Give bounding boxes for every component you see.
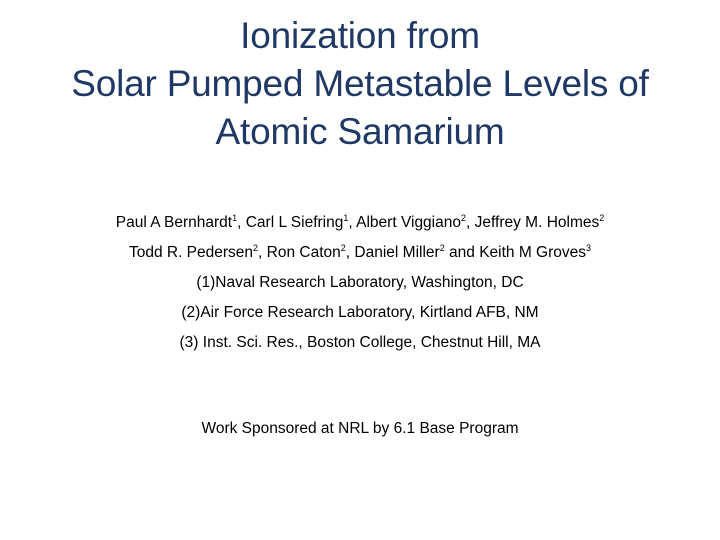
affiliation-3: (3) Inst. Sci. Res., Boston College, Chestnut Hill, MA: [179, 334, 541, 351]
title-line-3: Atomic Samarium: [215, 111, 505, 152]
author-name: Todd R. Pedersen: [128, 244, 254, 261]
author-separator: ,: [345, 244, 355, 261]
author-name: Paul A Bernhardt: [115, 214, 233, 231]
author-name: Keith M Groves: [479, 244, 587, 261]
author-name: Daniel Miller: [354, 244, 440, 261]
author-affiliation-number: 2: [461, 212, 467, 223]
title-line-1: Ionization from: [240, 15, 480, 56]
sponsor-note: Work Sponsored at NRL by 6.1 Base Program: [201, 420, 519, 437]
author-affiliation-number: 2: [599, 212, 605, 223]
affiliation-1: (1)Naval Research Laboratory, Washington, DC: [196, 274, 524, 291]
author-affiliation-number: 2: [253, 242, 259, 253]
author-affiliation-number: 2: [439, 242, 445, 253]
author-separator: ,: [348, 214, 357, 231]
author-affiliation-number: 2: [340, 242, 346, 253]
author-separator: ,: [258, 244, 267, 261]
author-affiliation-number: 1: [343, 212, 349, 223]
authors-line-2: [0, 238, 720, 268]
author-affiliation-number: 3: [586, 242, 592, 253]
author-affiliation-number: 1: [232, 212, 238, 223]
author-name: Jeffrey M. Holmes: [474, 214, 600, 231]
affiliation-2: (2)Air Force Research Laboratory, Kirtland AFB, NM: [181, 304, 539, 321]
author-name: Ron Caton: [266, 244, 341, 261]
author-separator: ,: [237, 214, 246, 231]
author-name: Albert Viggiano: [356, 214, 461, 231]
author-separator: ,: [466, 214, 475, 231]
authors-line-1: [0, 208, 720, 238]
title-line-2: Solar Pumped Metastable Levels of: [71, 63, 649, 104]
author-separator: and: [444, 244, 480, 261]
slide-title: [0, 12, 720, 156]
slide-body: [0, 208, 720, 358]
author-name: Carl L Siefring: [245, 214, 344, 231]
